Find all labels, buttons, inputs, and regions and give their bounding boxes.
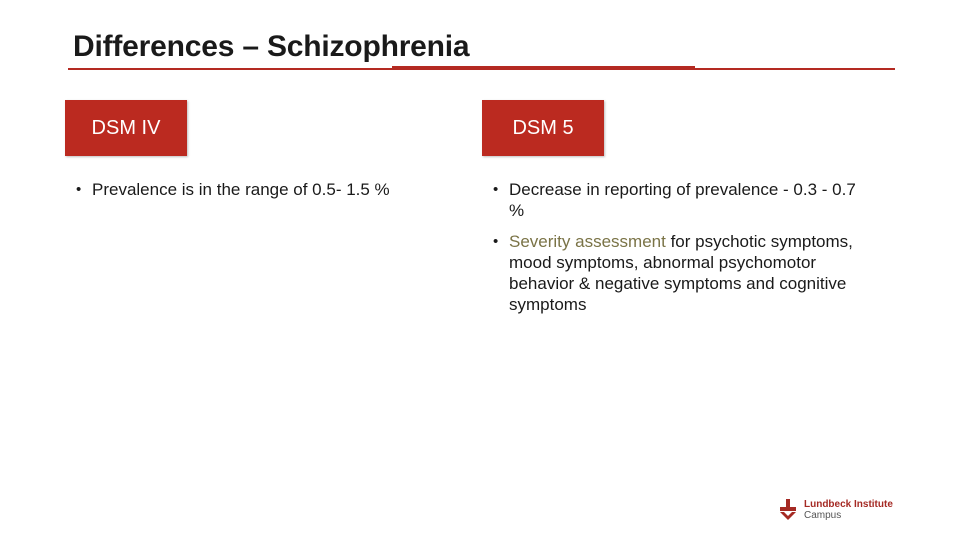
lundbeck-logo-icon bbox=[778, 499, 798, 521]
title-underline bbox=[68, 68, 895, 70]
title-underline-accent bbox=[392, 66, 695, 68]
highlight-text: Severity assessment bbox=[509, 232, 666, 251]
lundbeck-logo bbox=[778, 497, 898, 523]
bullet-text: for psychotic symptoms, mood symptoms, abnormal psychomotor behavior & negative symptoms and cognitive symptoms bbox=[509, 232, 853, 314]
bullet-item: • Prevalence is in the range of 0.5- 1.5 % bbox=[74, 179, 464, 200]
logo-subtitle: Campus bbox=[804, 510, 842, 521]
slide-title: Differences – Schizophrenia bbox=[73, 30, 470, 63]
logo-name: Lundbeck Institute bbox=[804, 499, 893, 510]
dsm-5-header: DSM 5 bbox=[482, 100, 604, 156]
bullet-item bbox=[491, 231, 871, 315]
bullet-item: • Decrease in reporting of prevalence - 0.3 - 0.7 % bbox=[491, 179, 871, 221]
dsm-iv-bullet-list bbox=[74, 179, 464, 210]
dsm-5-bullet-list bbox=[491, 179, 871, 325]
dsm-iv-header: DSM IV bbox=[65, 100, 187, 156]
